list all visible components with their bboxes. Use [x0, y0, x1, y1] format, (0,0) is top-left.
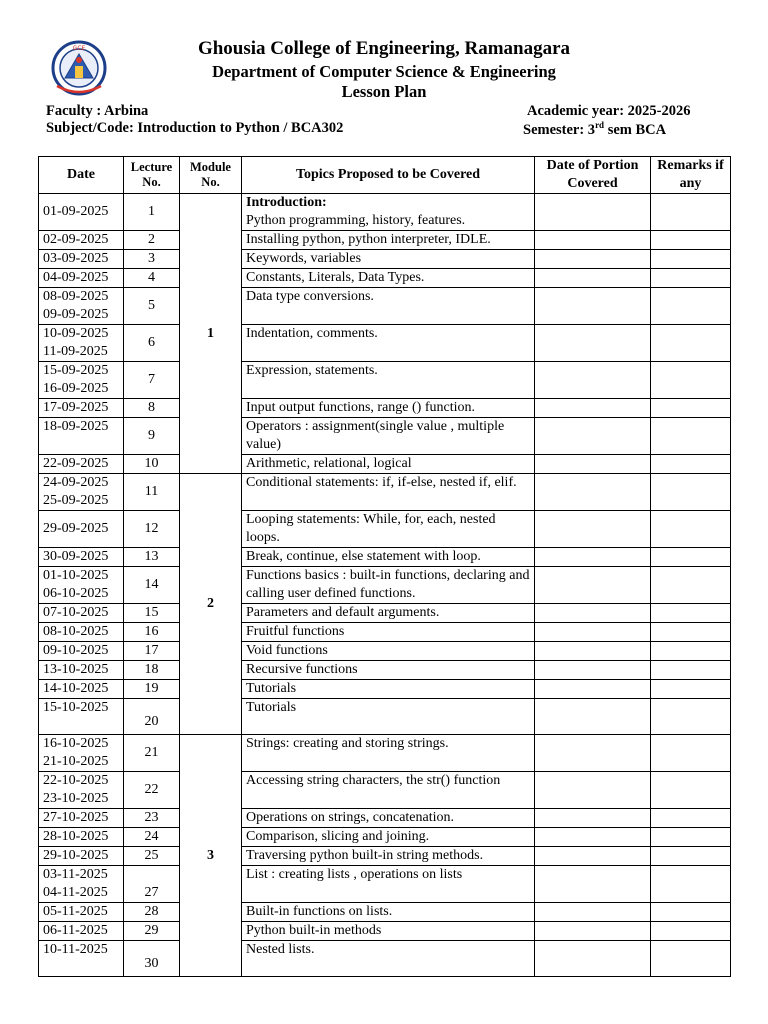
date-value: 06-10-2025	[43, 586, 109, 601]
remarks-cell	[651, 699, 731, 735]
remarks-cell	[651, 511, 731, 548]
remarks-cell	[651, 325, 731, 362]
lecture-number: 8	[124, 399, 180, 418]
date-value: 22-10-2025	[43, 773, 109, 788]
date-cell	[39, 325, 124, 362]
portion-covered-cell	[535, 623, 651, 642]
topic-cell	[242, 922, 535, 941]
topic-cell	[242, 735, 535, 772]
date-cell	[39, 828, 124, 847]
topic-text: Constants, Literals, Data Types.	[246, 270, 425, 285]
date-value: 05-11-2025	[43, 904, 108, 919]
date-cell	[39, 922, 124, 941]
date-cell	[39, 455, 124, 474]
topic-cell	[242, 474, 535, 511]
topic-cell	[242, 418, 535, 455]
topic-text: Traversing python built-in string methods.	[246, 848, 484, 863]
semester-label: Semester: 3rd sem BCA	[523, 120, 667, 138]
remarks-cell	[651, 474, 731, 511]
date-cell	[39, 288, 124, 325]
portion-covered-cell	[535, 194, 651, 231]
topic-cell	[242, 399, 535, 418]
topic-text: Void functions	[246, 643, 328, 658]
topic-cell	[242, 903, 535, 922]
topic-cell	[242, 288, 535, 325]
date-value: 21-10-2025	[43, 754, 109, 769]
topic-text: Input output functions, range () function.	[246, 400, 476, 415]
remarks-cell	[651, 567, 731, 604]
table-row	[39, 548, 731, 567]
table-row	[39, 828, 731, 847]
lecture-number: 23	[124, 809, 180, 828]
date-value: 27-10-2025	[43, 810, 109, 825]
topic-cell	[242, 847, 535, 866]
date-value: 25-09-2025	[43, 493, 109, 508]
table-row	[39, 680, 731, 699]
topic-cell	[242, 661, 535, 680]
date-cell	[39, 511, 124, 548]
remarks-cell	[651, 362, 731, 399]
topic-text: Looping statements: While, for, each, nested loops.	[246, 512, 496, 545]
lecture-number: 17	[124, 642, 180, 661]
module-number: 1	[180, 194, 242, 474]
portion-covered-cell	[535, 735, 651, 772]
date-value: 03-09-2025	[43, 251, 109, 266]
table-row	[39, 399, 731, 418]
date-value: 15-10-2025	[43, 700, 109, 715]
lecture-number: 18	[124, 661, 180, 680]
table-row	[39, 567, 731, 604]
table-row	[39, 735, 731, 772]
remarks-cell	[651, 604, 731, 623]
date-cell	[39, 362, 124, 399]
topic-cell	[242, 866, 535, 903]
module-number: 2	[180, 474, 242, 735]
portion-covered-cell	[535, 548, 651, 567]
remarks-cell	[651, 642, 731, 661]
date-value: 08-10-2025	[43, 624, 109, 639]
date-value: 24-09-2025	[43, 475, 109, 490]
document-title: Lesson Plan	[341, 82, 427, 101]
date-cell	[39, 194, 124, 231]
lecture-number: 20	[124, 699, 180, 735]
date-cell	[39, 399, 124, 418]
lecture-number: 11	[124, 474, 180, 511]
lecture-number: 4	[124, 269, 180, 288]
topic-text: Installing python, python interpreter, IDLE.	[246, 232, 491, 247]
department-name: Department of Computer Science & Engineering	[212, 62, 556, 81]
date-value: 09-09-2025	[43, 307, 109, 322]
portion-covered-cell	[535, 474, 651, 511]
date-cell	[39, 680, 124, 699]
date-cell	[39, 903, 124, 922]
portion-covered-cell	[535, 922, 651, 941]
topic-text: Data type conversions.	[246, 289, 374, 304]
lecture-number: 28	[124, 903, 180, 922]
date-value: 17-09-2025	[43, 400, 109, 415]
remarks-cell	[651, 772, 731, 809]
portion-covered-cell	[535, 511, 651, 548]
topic-cell	[242, 362, 535, 399]
date-value: 29-09-2025	[43, 521, 109, 536]
remarks-cell	[651, 941, 731, 977]
date-value: 22-09-2025	[43, 456, 109, 471]
lecture-number: 21	[124, 735, 180, 772]
table-row	[39, 699, 731, 735]
topic-cell	[242, 548, 535, 567]
date-cell	[39, 847, 124, 866]
topic-cell	[242, 250, 535, 269]
lecture-number: 16	[124, 623, 180, 642]
date-value: 23-10-2025	[43, 791, 109, 806]
topic-text: Python built-in methods	[246, 923, 382, 938]
portion-covered-cell	[535, 399, 651, 418]
topic-text: Comparison, slicing and joining.	[246, 829, 430, 844]
date-value: 02-09-2025	[43, 232, 109, 247]
remarks-cell	[651, 661, 731, 680]
table-row	[39, 194, 731, 231]
remarks-cell	[651, 548, 731, 567]
remarks-header: Remarks if any	[651, 157, 731, 194]
date-cell	[39, 623, 124, 642]
topic-cell	[242, 623, 535, 642]
topic-cell	[242, 231, 535, 250]
date-value: 01-09-2025	[43, 204, 109, 219]
remarks-cell	[651, 399, 731, 418]
lecture-number: 1	[124, 194, 180, 231]
portion-covered-cell	[535, 809, 651, 828]
portion-covered-cell	[535, 772, 651, 809]
table-row	[39, 418, 731, 455]
table-row	[39, 661, 731, 680]
table-row	[39, 474, 731, 511]
lecture-number: 12	[124, 511, 180, 548]
table-row	[39, 903, 731, 922]
table-row	[39, 455, 731, 474]
date-cell	[39, 567, 124, 604]
date-value: 14-10-2025	[43, 681, 109, 696]
date-value: 28-10-2025	[43, 829, 109, 844]
lesson-plan-table	[38, 156, 731, 977]
table-header-row	[39, 157, 731, 194]
portion-covered-cell	[535, 567, 651, 604]
lecture-number: 13	[124, 548, 180, 567]
date-cell	[39, 474, 124, 511]
topics-header: Topics Proposed to be Covered	[242, 157, 535, 194]
topic-cell	[242, 604, 535, 623]
date-cell	[39, 809, 124, 828]
date-value: 18-09-2025	[43, 419, 109, 434]
topic-heading: Introduction:	[246, 195, 327, 210]
date-cell	[39, 735, 124, 772]
topic-text: Arithmetic, relational, logical	[246, 456, 412, 471]
topic-text: Recursive functions	[246, 662, 358, 677]
lecture-number: 15	[124, 604, 180, 623]
remarks-cell	[651, 735, 731, 772]
portion-covered-cell	[535, 642, 651, 661]
portion-covered-cell	[535, 680, 651, 699]
portion-covered-cell	[535, 604, 651, 623]
topic-cell	[242, 680, 535, 699]
remarks-cell	[651, 269, 731, 288]
topic-cell	[242, 511, 535, 548]
table-row	[39, 269, 731, 288]
date-header: Date	[39, 157, 124, 194]
portion-covered-cell	[535, 699, 651, 735]
portion-covered-cell	[535, 288, 651, 325]
topic-text: Operations on strings, concatenation.	[246, 810, 455, 825]
topic-text: Conditional statements: if, if-else, nested if, elif.	[246, 475, 517, 490]
table-row	[39, 847, 731, 866]
date-cell	[39, 642, 124, 661]
date-value: 06-11-2025	[43, 923, 108, 938]
topic-text: Strings: creating and storing strings.	[246, 736, 449, 751]
remarks-cell	[651, 455, 731, 474]
lecture-number: 7	[124, 362, 180, 399]
topic-cell	[242, 809, 535, 828]
date-cell	[39, 604, 124, 623]
date-cell	[39, 250, 124, 269]
date-value: 03-11-2025	[43, 867, 108, 882]
portion-covered-cell	[535, 250, 651, 269]
faculty-label: Faculty : Arbina	[46, 103, 149, 119]
topic-text: Indentation, comments.	[246, 326, 378, 341]
lecture-number: 30	[124, 941, 180, 977]
topic-cell	[242, 455, 535, 474]
topic-text: Keywords, variables	[246, 251, 362, 266]
college-name: Ghousia College of Engineering, Ramanagara	[197, 38, 571, 59]
table-row	[39, 250, 731, 269]
remarks-cell	[651, 250, 731, 269]
table-row	[39, 809, 731, 828]
topic-text: Nested lists.	[246, 942, 315, 957]
topic-text: Built-in functions on lists.	[246, 904, 393, 919]
topic-text: Accessing string characters, the str() function	[246, 773, 501, 788]
date-cell	[39, 699, 124, 735]
portion-covered-cell	[535, 661, 651, 680]
lecture-number: 27	[124, 866, 180, 903]
date-value: 30-09-2025	[43, 549, 109, 564]
portion-covered-cell	[535, 269, 651, 288]
topic-cell	[242, 642, 535, 661]
topic-text: Parameters and default arguments.	[246, 605, 440, 620]
date-value: 08-09-2025	[43, 289, 109, 304]
table-row	[39, 288, 731, 325]
remarks-cell	[651, 828, 731, 847]
portion-covered-cell	[535, 418, 651, 455]
table-row	[39, 325, 731, 362]
topic-text: Expression, statements.	[246, 363, 378, 378]
table-row	[39, 231, 731, 250]
remarks-cell	[651, 288, 731, 325]
remarks-cell	[651, 680, 731, 699]
lecture-number: 29	[124, 922, 180, 941]
topic-text: Tutorials	[246, 681, 297, 696]
portion-covered-cell	[535, 828, 651, 847]
lecture-header: Lecture No.	[124, 157, 180, 194]
lecture-number: 22	[124, 772, 180, 809]
lecture-number: 24	[124, 828, 180, 847]
lecture-number: 5	[124, 288, 180, 325]
date-cell	[39, 772, 124, 809]
portion-covered-cell	[535, 903, 651, 922]
date-value: 16-09-2025	[43, 381, 109, 396]
lecture-number: 14	[124, 567, 180, 604]
topic-text: Break, continue, else statement with loop.	[246, 549, 481, 564]
topic-cell	[242, 194, 535, 231]
date-value: 01-10-2025	[43, 568, 109, 583]
date-cell	[39, 941, 124, 977]
topic-cell	[242, 269, 535, 288]
subject-code-label: Subject/Code: Introduction to Python / BCA302	[46, 120, 344, 136]
remarks-cell	[651, 847, 731, 866]
portion-covered-header: Date of Portion Covered	[535, 157, 651, 194]
topic-cell	[242, 772, 535, 809]
topic-text: Python programming, history, features.	[246, 213, 466, 228]
date-value: 13-10-2025	[43, 662, 109, 677]
date-cell	[39, 548, 124, 567]
topic-text: Fruitful functions	[246, 624, 345, 639]
remarks-cell	[651, 231, 731, 250]
date-cell	[39, 866, 124, 903]
table-row	[39, 866, 731, 903]
lecture-number: 9	[124, 418, 180, 455]
date-cell	[39, 661, 124, 680]
date-cell	[39, 231, 124, 250]
topic-text: Operators : assignment(single value , multiple value)	[246, 419, 505, 452]
portion-covered-cell	[535, 847, 651, 866]
date-value: 16-10-2025	[43, 736, 109, 751]
lecture-number: 25	[124, 847, 180, 866]
date-value: 10-09-2025	[43, 326, 109, 341]
table-row	[39, 511, 731, 548]
date-value: 10-11-2025	[43, 942, 108, 957]
topic-text: Functions basics : built-in functions, declaring and calling user defined functions.	[246, 568, 530, 601]
topic-cell	[242, 941, 535, 977]
lecture-number: 3	[124, 250, 180, 269]
remarks-cell	[651, 418, 731, 455]
topic-cell	[242, 699, 535, 735]
lecture-number: 2	[124, 231, 180, 250]
portion-covered-cell	[535, 231, 651, 250]
remarks-cell	[651, 809, 731, 828]
lecture-number: 19	[124, 680, 180, 699]
remarks-cell	[651, 922, 731, 941]
lecture-number: 10	[124, 455, 180, 474]
module-header: Module No.	[180, 157, 242, 194]
date-value: 04-11-2025	[43, 885, 108, 900]
topic-cell	[242, 325, 535, 362]
date-value: 11-09-2025	[43, 344, 108, 359]
table-row	[39, 604, 731, 623]
svg-text:GCE: GCE	[72, 45, 86, 52]
table-row	[39, 362, 731, 399]
remarks-cell	[651, 903, 731, 922]
remarks-cell	[651, 194, 731, 231]
date-value: 04-09-2025	[43, 270, 109, 285]
portion-covered-cell	[535, 866, 651, 903]
table-row	[39, 623, 731, 642]
portion-covered-cell	[535, 362, 651, 399]
table-row	[39, 772, 731, 809]
table-row	[39, 642, 731, 661]
remarks-cell	[651, 623, 731, 642]
date-value: 09-10-2025	[43, 643, 109, 658]
remarks-cell	[651, 866, 731, 903]
date-cell	[39, 269, 124, 288]
table-row	[39, 941, 731, 977]
portion-covered-cell	[535, 325, 651, 362]
date-value: 29-10-2025	[43, 848, 109, 863]
date-value: 07-10-2025	[43, 605, 109, 620]
table-row	[39, 922, 731, 941]
lecture-number: 6	[124, 325, 180, 362]
date-cell	[39, 418, 124, 455]
academic-year-label: Academic year: 2025-2026	[527, 103, 691, 119]
portion-covered-cell	[535, 941, 651, 977]
module-number: 3	[180, 735, 242, 977]
topic-text: List : creating lists , operations on lists	[246, 867, 463, 882]
date-value: 15-09-2025	[43, 363, 109, 378]
topic-text: Tutorials	[246, 700, 297, 715]
topic-cell	[242, 567, 535, 604]
topic-cell	[242, 828, 535, 847]
portion-covered-cell	[535, 455, 651, 474]
